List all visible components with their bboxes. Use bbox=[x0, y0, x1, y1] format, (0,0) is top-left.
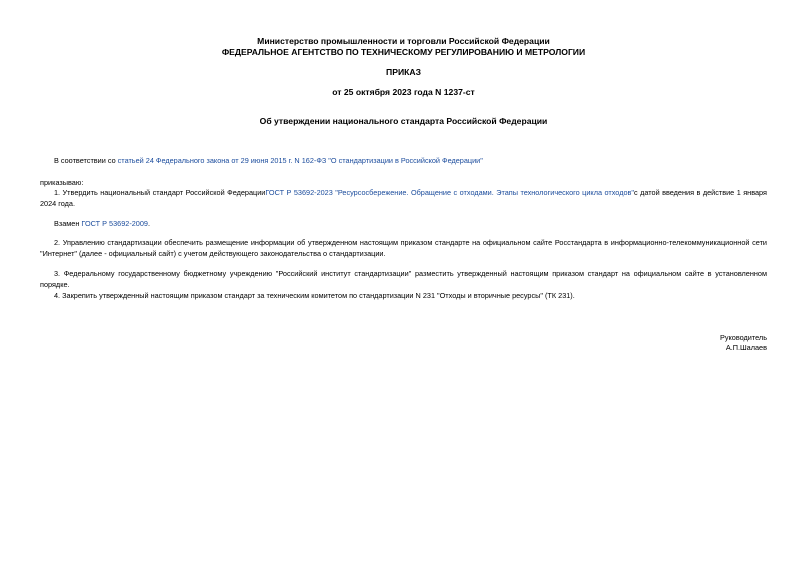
intro-prefix: В соответствии со bbox=[54, 156, 118, 165]
item-1-suffix: с датой введения в действие 1 января 2024 года. bbox=[40, 188, 767, 208]
document-type: ПРИКАЗ bbox=[386, 67, 421, 77]
item-1-paragraph bbox=[40, 187, 767, 209]
replace-prefix: Взамен bbox=[54, 219, 82, 228]
replace-paragraph bbox=[40, 218, 767, 229]
gost-2009-link[interactable]: ГОСТ Р 53692-2009 bbox=[81, 219, 148, 228]
intro-paragraph bbox=[40, 155, 767, 166]
gost-2023-link[interactable]: ГОСТ Р 53692-2023 "Ресурсосбережение. Обращение с отходами. Этапы технологического цикла отходов" bbox=[265, 188, 634, 197]
item-1-prefix: 1. Утвердить национальный стандарт Российской Федерации bbox=[54, 188, 266, 197]
federal-law-link[interactable]: статьей 24 Федерального закона от 29 июня 2015 г. N 162-ФЗ "О стандартизации в Российской Федерации" bbox=[117, 156, 483, 165]
item-3-paragraph: 3. Федеральному государственному бюджетному учреждению "Российский институт стандартизации" разместить утвержденный настоящим приказом стандарт на официальном сайте в установленном порядке. bbox=[40, 269, 767, 289]
item-2-paragraph: 2. Управлению стандартизации обеспечить размещение информации об утвержденном настоящим приказом стандарте на официальном сайте Росстандарта в информационно-телекоммуникационной сети "Интернет" (далее - официальный сайт) с учетом действующего законодательства о стандартизации. bbox=[40, 238, 767, 258]
date-number: от 25 октября 2023 года N 1237-ст bbox=[332, 87, 475, 97]
signature-name: А.П.Шалаев bbox=[725, 343, 767, 352]
ministry-heading: Министерство промышленности и торговли Российской Федерации bbox=[257, 36, 550, 46]
order-word: приказываю: bbox=[40, 178, 84, 187]
signature-position: Руководитель bbox=[719, 333, 767, 342]
item-4-paragraph: 4. Закрепить утвержденный настоящим приказом стандарт за техническим комитетом по стандартизации N 231 "Отходы и вторичные ресурсы" (ТК 231). bbox=[54, 291, 575, 300]
document-title: Об утверждении национального стандарта Российской Федерации bbox=[259, 116, 548, 126]
replace-suffix: . bbox=[147, 219, 151, 228]
agency-heading: ФЕДЕРАЛЬНОЕ АГЕНТСТВО ПО ТЕХНИЧЕСКОМУ РЕГУЛИРОВАНИЮ И МЕТРОЛОГИИ bbox=[221, 47, 586, 57]
